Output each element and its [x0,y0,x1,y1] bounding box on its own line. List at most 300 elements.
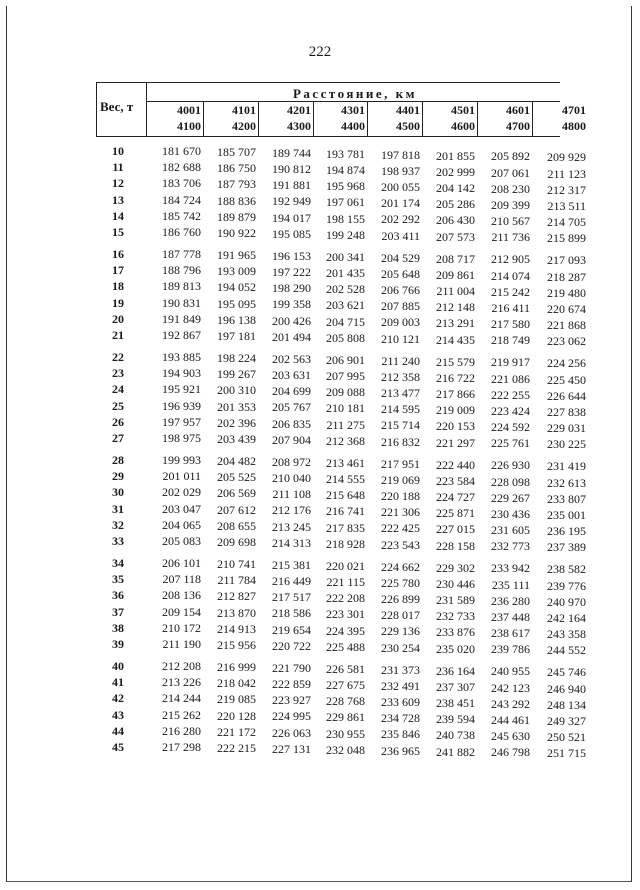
tariff-cell: 239 594 [436,712,475,727]
tariff-cell: 202 999 [436,164,475,179]
column-header [380,102,420,134]
tariff-cell: 237 448 [491,610,530,624]
column-range-to: 4800 [562,119,586,133]
column-header [161,102,201,134]
tariff-cell: 189 744 [272,145,311,160]
tariff-cell: 204 142 [436,180,475,195]
tariff-cell: 223 584 [436,473,475,488]
tariff-cell: 224 592 [491,420,530,435]
tariff-cell: 186 750 [217,161,256,176]
tariff-cell: 195 095 [217,296,256,311]
column-range-from: 4101 [232,103,256,117]
tariff-cell: 219 917 [491,355,530,370]
tariff-cell: 206 835 [272,416,311,431]
weight-cell: 37 [112,604,124,619]
tariff-cell: 209 088 [326,385,365,400]
tariff-cell: 238 582 [547,562,586,577]
tariff-cell: 215 262 [162,707,201,722]
tariff-cell: 198 975 [162,431,201,445]
tariff-cell: 181 670 [162,144,201,158]
tariff-cell: 205 648 [381,266,420,281]
weight-cell: 17 [112,263,124,278]
tariff-cell: 191 965 [217,247,256,262]
tariff-cell: 227 015 [436,522,475,537]
tariff-cell: 193 885 [162,350,201,364]
tariff-cell: 223 927 [272,693,311,708]
tariff-cell: 202 563 [272,351,311,366]
tariff-cell: 197 957 [162,414,201,429]
tariff-cell: 220 153 [436,419,475,434]
tariff-cell: 207 885 [381,299,420,314]
tariff-cell: 205 286 [436,197,475,212]
tariff-cell: 204 065 [162,517,201,532]
tariff-cell: 216 741 [326,504,365,519]
tariff-cell: 213 291 [436,316,475,331]
tariff-cell: 190 922 [217,225,256,240]
tariff-cell: 215 956 [217,637,256,652]
tariff-cell: 196 153 [272,248,311,263]
tariff-cell: 242 123 [491,680,530,695]
tariff-cell: 230 225 [547,437,586,452]
tariff-cell: 183 706 [162,176,201,191]
tariff-cell: 245 746 [547,665,586,680]
column-separator-rule [532,102,533,136]
tariff-cell: 192 867 [162,328,201,342]
tariff-cell: 211 004 [436,283,475,298]
tariff-cell: 220 128 [217,708,256,723]
tariff-cell: 233 876 [436,625,475,640]
tariff-cell: 227 131 [272,741,311,756]
tariff-cell: 217 951 [381,456,420,471]
tariff-cell: 199 248 [326,227,365,242]
tariff-cell: 184 724 [162,192,201,207]
tariff-cell: 205 808 [326,330,365,345]
tariff-cell: 227 838 [547,404,586,419]
tariff-cell: 212 368 [326,433,365,448]
tariff-cell: 228 768 [326,694,365,709]
tariff-cell: 213 226 [162,675,201,690]
tariff-cell: 248 134 [547,697,586,712]
tariff-cell: 198 937 [381,163,420,178]
tariff-cell: 216 832 [381,434,420,449]
tariff-cell: 225 488 [326,639,365,654]
tariff-cell: 211 123 [547,166,586,181]
column-range-from: 4201 [287,103,311,117]
tariff-cell: 219 069 [381,472,420,487]
weight-column-rule [146,82,147,137]
tariff-cell: 192 949 [272,194,311,209]
tariff-cell: 223 543 [381,537,420,552]
tariff-cell: 214 555 [326,471,365,486]
column-separator-rule [367,102,368,136]
tariff-cell: 240 955 [491,664,530,679]
tariff-cell: 212 317 [547,182,586,197]
tariff-cell: 203 411 [381,228,420,243]
tariff-cell: 197 222 [272,265,311,279]
tariff-cell: 230 955 [326,726,365,741]
tariff-cell: 207 118 [162,572,201,587]
tariff-cell: 210 567 [491,214,530,229]
tariff-cell: 209 929 [547,150,586,165]
tariff-cell: 234 728 [381,711,420,726]
tariff-cell: 221 790 [272,660,311,675]
tariff-cell: 189 879 [217,209,256,224]
tariff-cell: 199 358 [272,297,311,312]
tariff-cell: 203 631 [272,368,311,382]
tariff-cell: 229 267 [491,490,530,505]
tariff-cell: 207 995 [326,368,365,383]
tariff-cell: 218 042 [217,676,256,691]
tariff-cell: 232 613 [547,475,586,490]
column-range-from: 4401 [396,103,420,117]
column-separator-rule [313,102,314,136]
tariff-cell: 243 358 [547,627,586,642]
tariff-cell: 210 741 [217,556,256,571]
tariff-cell: 217 580 [491,317,530,332]
tariff-cell: 224 256 [547,356,586,371]
tariff-cell: 201 011 [162,469,201,484]
column-range-from: 4001 [177,103,201,117]
weight-cell: 30 [112,485,124,500]
tariff-cell: 237 307 [436,679,475,694]
page-number: 222 [308,44,332,60]
tariff-cell: 195 085 [272,226,311,241]
tariff-cell: 209 861 [436,267,475,282]
weight-cell: 39 [112,637,124,651]
tariff-cell: 206 901 [326,352,365,367]
weight-cell: 38 [112,620,124,635]
tariff-cell: 219 009 [436,403,475,418]
tariff-cell: 221 306 [381,505,420,520]
tariff-cell: 215 381 [272,557,311,572]
tariff-cell: 186 760 [162,225,201,239]
tariff-cell: 220 188 [381,489,420,503]
weight-cell: 11 [112,160,124,175]
tariff-cell: 202 029 [162,485,201,500]
weight-cell: 42 [112,691,124,706]
tariff-cell: 211 190 [162,637,201,651]
tariff-cell: 205 525 [217,470,256,485]
weight-cell: 18 [112,279,124,294]
weight-cell: 36 [112,588,124,603]
tariff-cell: 219 480 [547,285,586,300]
tariff-cell: 239 786 [491,642,530,657]
tariff-cell: 187 793 [217,177,256,192]
tariff-cell: 201 855 [436,148,475,163]
column-range-to: 4200 [232,119,256,133]
column-separator-rule [422,102,423,136]
column-range-from: 4701 [562,103,586,117]
tariff-cell: 197 181 [217,328,256,343]
tariff-cell: 217 866 [436,386,475,401]
tariff-cell: 209 399 [491,198,530,212]
tariff-cell: 216 280 [162,723,201,738]
weight-cell: 32 [112,517,124,532]
weight-cell: 43 [112,707,124,722]
tariff-cell: 227 675 [326,677,365,692]
tariff-cell: 189 813 [162,279,201,294]
tariff-cell: 193 781 [326,146,365,161]
tariff-cell: 233 942 [491,561,530,576]
column-separator-rule [203,102,204,136]
tariff-cell: 210 040 [272,471,311,485]
tariff-cell: 236 164 [436,663,475,678]
distance-header: Расстояние, км [292,86,418,101]
tariff-cell: 212 358 [381,369,420,384]
tariff-cell: 202 396 [217,415,256,430]
tariff-cell: 195 921 [162,382,201,397]
tariff-cell: 218 928 [326,536,365,551]
tariff-cell: 250 521 [547,730,586,745]
tariff-cell: 214 705 [547,215,586,230]
tariff-cell: 203 621 [326,298,365,313]
column-separator-rule [258,102,259,136]
column-header [435,102,475,134]
tariff-cell: 222 440 [436,457,475,472]
tariff-cell: 229 136 [381,624,420,639]
tariff-cell: 228 158 [436,538,475,553]
weight-column-header: Вес, т [100,99,134,114]
weight-cell: 14 [112,208,124,223]
column-header [490,102,530,134]
weight-cell: 21 [112,328,124,342]
tariff-cell: 208 972 [272,454,311,469]
tariff-cell: 214 595 [381,402,420,417]
tariff-cell: 210 121 [381,331,420,346]
tariff-cell: 206 430 [436,213,475,228]
weight-cell: 10 [112,144,124,158]
tariff-cell: 217 517 [272,590,311,605]
tariff-cell: 245 630 [491,729,530,744]
tariff-cell: 220 722 [272,638,311,653]
tariff-cell: 187 778 [162,247,201,261]
tariff-cell: 251 715 [547,746,586,761]
tariff-cell: 194 052 [217,280,256,295]
weight-cell: 35 [112,572,124,587]
weight-cell: 44 [112,723,124,738]
tariff-cell: 240 738 [436,728,475,743]
tariff-cell: 222 215 [217,740,256,755]
tariff-cell: 230 436 [491,507,530,521]
tariff-cell: 204 482 [217,453,256,468]
tariff-cell: 221 172 [217,724,256,739]
tariff-cell: 191 881 [272,178,311,193]
tariff-cell: 236 965 [381,743,420,758]
tariff-cell: 212 905 [491,252,530,267]
tariff-cell: 209 154 [162,604,201,619]
tariff-cell: 206 101 [162,556,201,570]
tariff-cell: 225 780 [381,575,420,590]
tariff-cell: 216 722 [436,370,475,385]
tariff-cell: 193 009 [217,264,256,279]
tariff-cell: 221 297 [436,435,475,450]
column-range-to: 4500 [396,119,420,133]
tariff-cell: 228 017 [381,608,420,623]
tariff-cell: 229 302 [436,560,475,575]
tariff-cell: 232 773 [491,539,530,554]
tariff-cell: 203 439 [217,431,256,446]
weight-cell: 15 [112,225,124,239]
tariff-cell: 233 609 [381,695,420,709]
tariff-cell: 224 662 [381,559,420,574]
tariff-cell: 219 654 [272,622,311,637]
tariff-cell: 235 020 [436,641,475,656]
weight-cell: 19 [112,295,124,310]
tariff-cell: 215 714 [381,418,420,433]
column-range-to: 4100 [177,119,201,133]
tariff-cell: 224 727 [436,489,475,504]
tariff-cell: 236 195 [547,524,586,539]
tariff-cell: 201 353 [217,399,256,414]
tariff-cell: 190 831 [162,295,201,310]
tariff-cell: 216 449 [272,574,311,588]
tariff-cell: 222 425 [381,521,420,536]
tariff-cell: 197 818 [381,147,420,162]
tariff-cell: 196 939 [162,398,201,413]
tariff-cell: 201 174 [381,196,420,211]
tariff-cell: 211 240 [381,353,420,368]
tariff-cell: 212 208 [162,659,201,673]
tariff-cell: 218 586 [272,606,311,621]
tariff-cell: 226 063 [272,725,311,740]
tariff-cell: 208 136 [162,588,201,603]
table-left-rule [96,82,97,137]
tariff-cell: 246 940 [547,681,586,696]
weight-cell: 29 [112,469,124,484]
tariff-cell: 228 098 [491,474,530,489]
column-range-from: 4301 [341,103,365,117]
tariff-cell: 214 313 [272,535,311,550]
tariff-cell: 243 292 [491,696,530,711]
tariff-cell: 236 280 [491,593,530,608]
tariff-cell: 229 861 [326,710,365,725]
tariff-cell: 213 245 [272,519,311,534]
tariff-cell: 198 290 [272,281,311,296]
tariff-cell: 231 419 [547,459,586,474]
tariff-cell: 205 083 [162,534,201,548]
tariff-cell: 238 617 [491,626,530,641]
tariff-cell: 232 733 [436,609,475,624]
tariff-cell: 222 208 [326,591,365,606]
tariff-cell: 201 435 [326,265,365,280]
tariff-cell: 215 242 [491,284,530,299]
tariff-cell: 209 698 [217,534,256,549]
column-header [216,102,256,134]
weight-cell: 31 [112,501,124,516]
tariff-cell: 210 172 [162,620,201,635]
tariff-cell: 217 093 [547,253,586,268]
tariff-cell: 213 461 [326,455,365,470]
tariff-cell: 215 579 [436,354,475,369]
tariff-cell: 211 736 [491,230,530,245]
column-separator-rule [477,102,478,136]
weight-cell: 20 [112,311,124,326]
tariff-cell: 211 108 [272,487,311,502]
tariff-cell: 224 995 [272,709,311,724]
tariff-cell: 214 913 [217,621,256,636]
tariff-cell: 182 688 [162,160,201,175]
tariff-cell: 237 389 [547,540,586,555]
tariff-cell: 231 373 [381,662,420,677]
tariff-cell: 207 061 [491,165,530,180]
tariff-cell: 204 699 [272,384,311,399]
column-header [546,102,586,134]
tariff-cell: 235 846 [381,727,420,742]
tariff-cell: 188 836 [217,193,256,208]
weight-cell: 24 [112,382,124,397]
tariff-cell: 202 528 [326,282,365,297]
tariff-cell: 222 859 [272,677,311,691]
tariff-cell: 185 742 [162,208,201,223]
tariff-cell: 207 573 [436,229,475,244]
tariff-cell: 225 761 [491,436,530,451]
tariff-cell: 218 749 [491,333,530,348]
tariff-cell: 226 899 [381,592,420,606]
tariff-cell: 212 148 [436,300,475,315]
tariff-cell: 232 491 [381,678,420,693]
tariff-cell: 222 255 [491,387,530,402]
tariff-cell: 196 138 [217,312,256,327]
tariff-cell: 200 055 [381,180,420,194]
tariff-cell: 213 477 [381,386,420,400]
column-range-to: 4400 [341,119,365,133]
tariff-cell: 221 086 [491,371,530,386]
weight-cell: 41 [112,675,124,690]
tariff-cell: 233 807 [547,491,586,506]
tariff-cell: 194 903 [162,366,201,381]
tariff-cell: 205 892 [491,149,530,164]
header-bottom-rule [96,136,560,137]
weight-cell: 28 [112,453,124,467]
column-range-from: 4501 [451,103,475,117]
tariff-cell: 206 569 [217,486,256,501]
weight-cell: 22 [112,350,124,364]
column-range-to: 4300 [287,119,311,133]
tariff-cell: 235 111 [491,577,530,592]
tariff-cell: 213 511 [547,198,586,213]
tariff-cell: 219 085 [217,692,256,707]
tariff-cell: 207 904 [272,432,311,447]
tariff-cell: 223 424 [491,404,530,418]
tariff-cell: 216 999 [217,659,256,674]
tariff-cell: 190 812 [272,162,311,176]
tariff-cell: 217 835 [326,520,365,535]
tariff-cell: 231 605 [491,523,530,538]
tariff-cell: 211 784 [217,573,256,588]
tariff-cell: 199 993 [162,453,201,467]
tariff-cell: 188 796 [162,263,201,278]
tariff-cell: 208 717 [436,251,475,266]
tariff-cell: 225 871 [436,506,475,521]
tariff-cell: 195 968 [326,179,365,194]
tariff-cell: 230 254 [381,640,420,655]
tariff-cell: 242 164 [547,610,586,625]
tariff-cell: 226 644 [547,388,586,403]
tariff-cell: 201 494 [272,329,311,344]
column-range-from: 4601 [506,103,530,117]
weight-cell: 16 [112,247,124,261]
tariff-cell: 213 870 [217,605,256,620]
tariff-cell: 203 047 [162,501,201,516]
tariff-cell: 198 224 [217,350,256,365]
tariff-cell: 207 612 [217,502,256,517]
tariff-cell: 225 450 [547,372,586,387]
tariff-cell: 194 874 [326,162,365,177]
tariff-cell: 191 849 [162,311,201,326]
tariff-cell: 249 327 [547,713,586,728]
tariff-cell: 232 048 [326,742,365,757]
tariff-cell: 226 930 [491,458,530,473]
